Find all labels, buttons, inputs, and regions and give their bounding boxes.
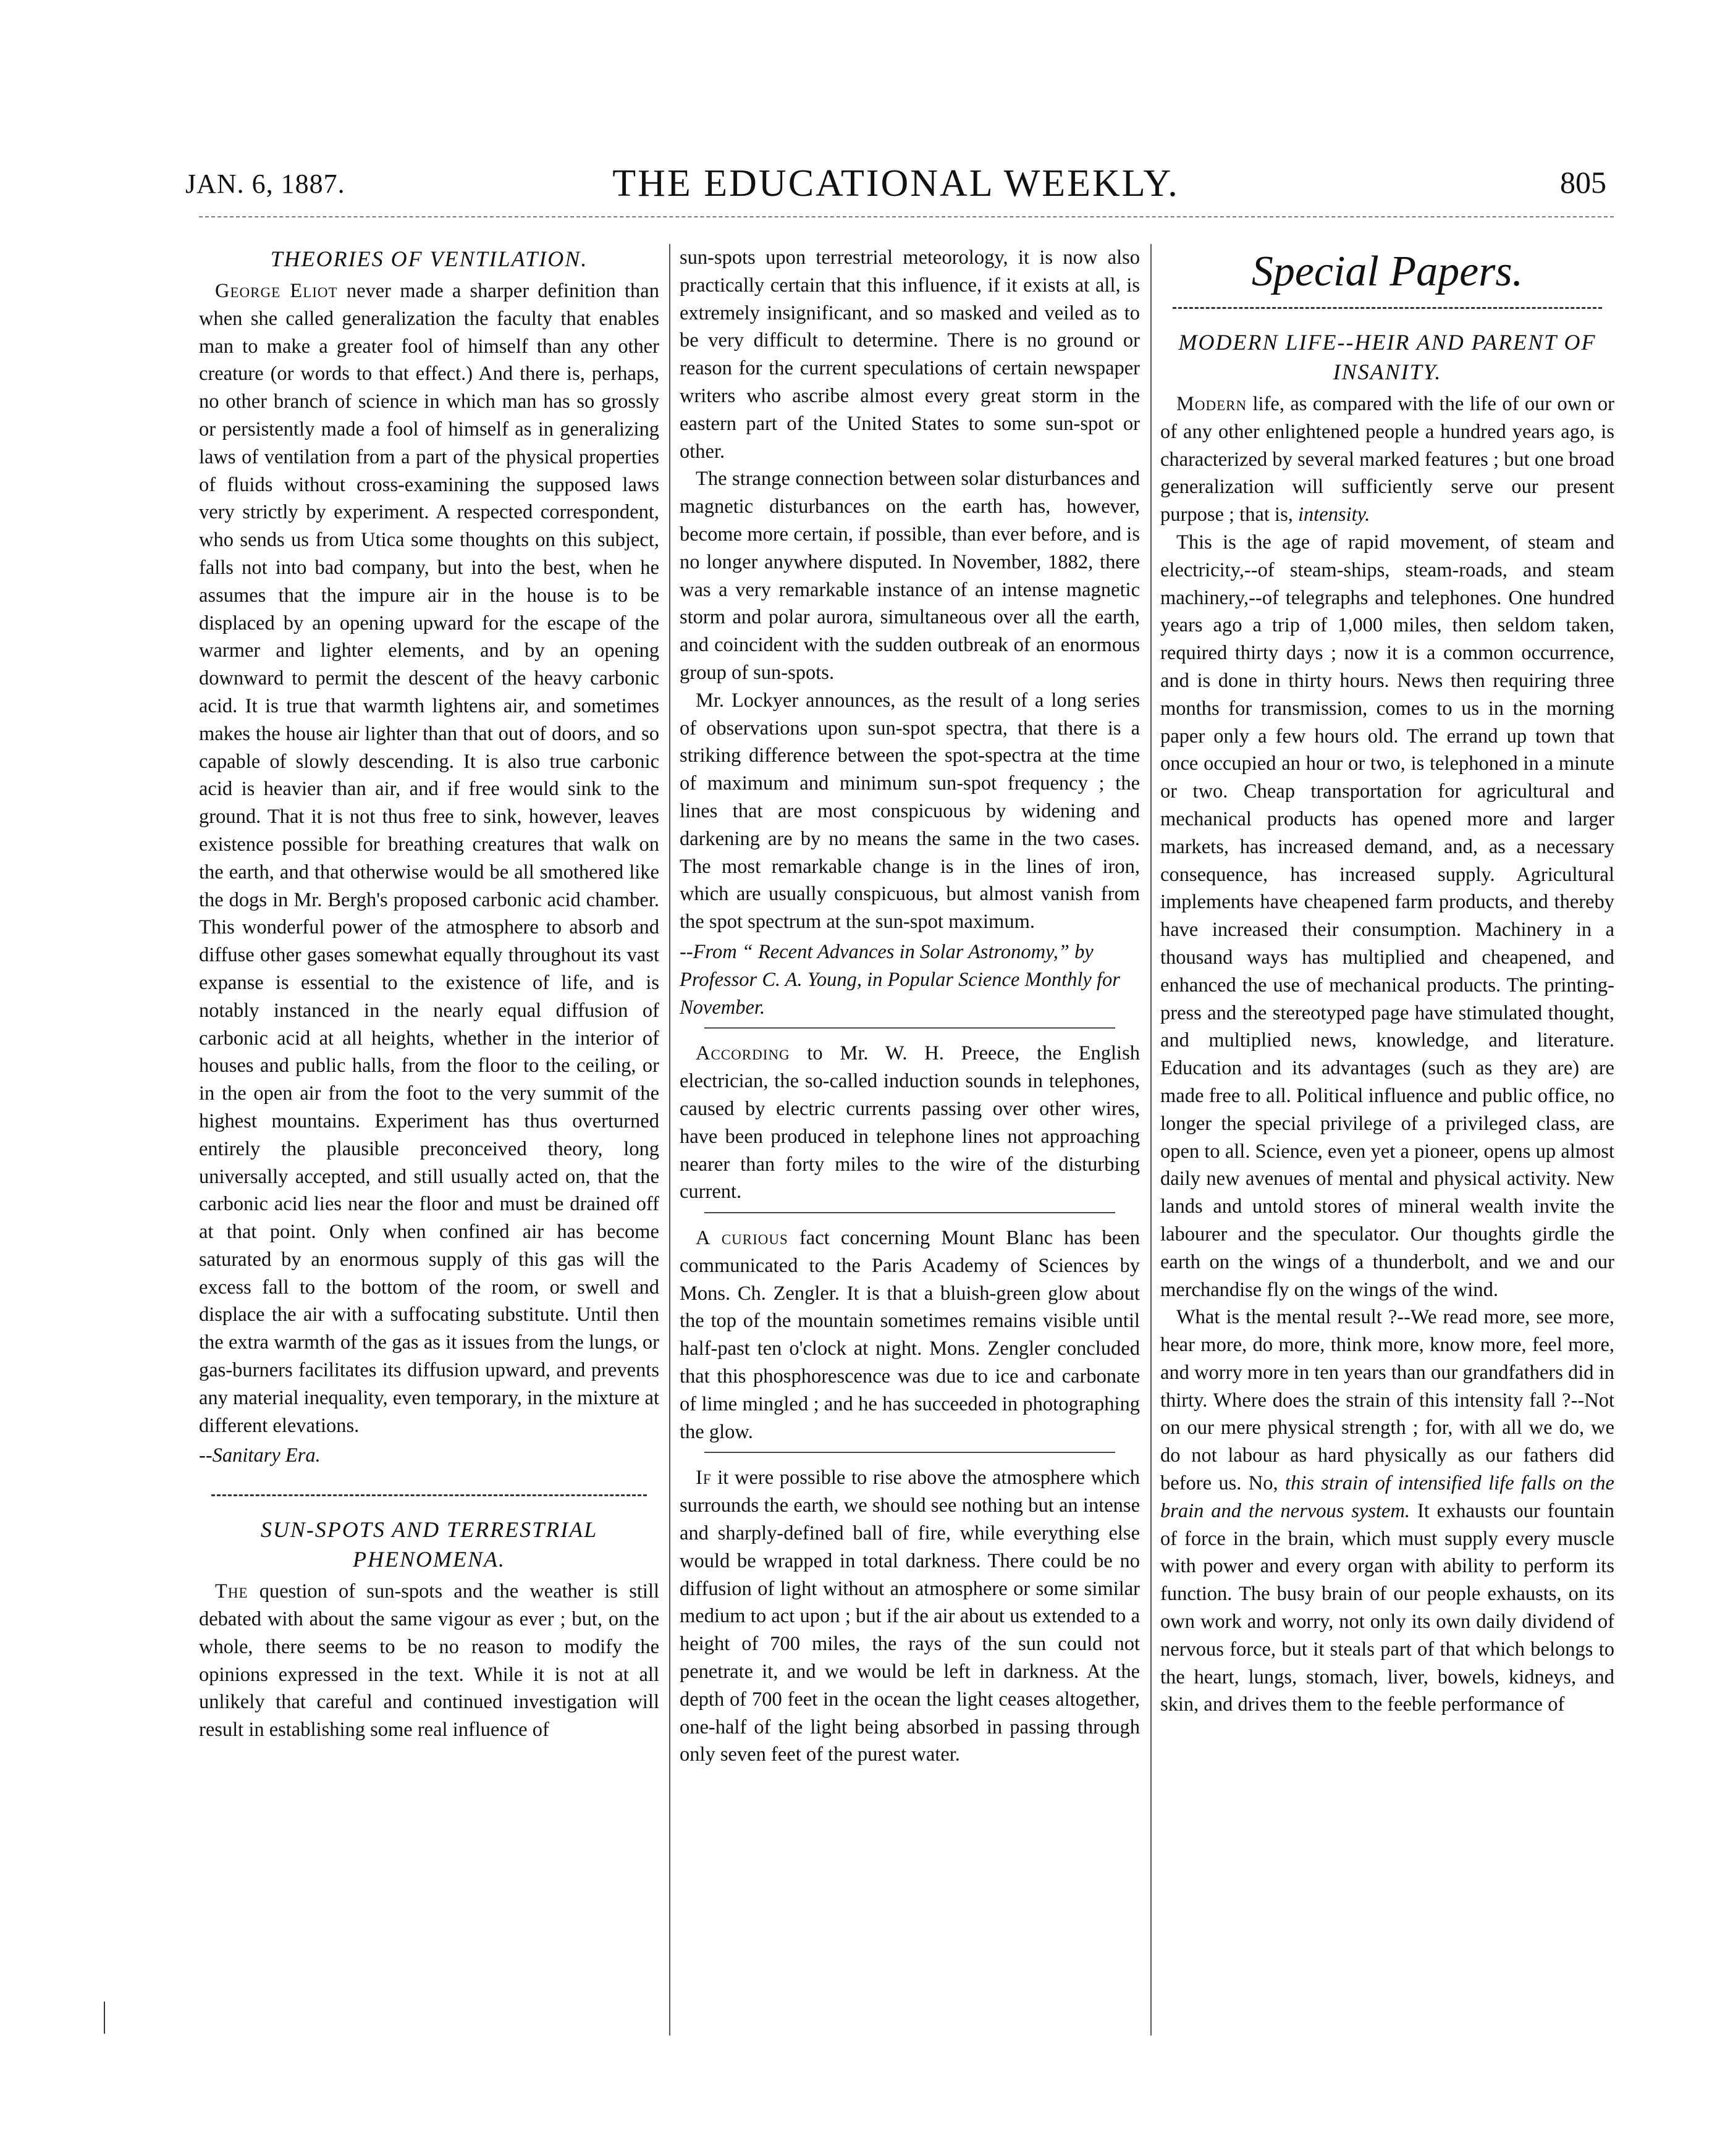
section-title: Special Papers. bbox=[1251, 248, 1524, 295]
publication-title: THE EDUCATIONAL WEEKLY. bbox=[612, 162, 1179, 204]
column-left bbox=[199, 244, 659, 1744]
article-paragraph: sun-spots upon terrestrial meteorology, it is now also practically certain that this influence, if it exists at all, is extremely insignificant, and so masked and veiled as to be very difficult to determine. There is no ground or reason for the current speculations of certain newspaper writers who ascribe almost every great storm in the eastern part of the United States to some sun-spot or other. bbox=[680, 246, 1140, 463]
lead-in: The bbox=[215, 1580, 248, 1603]
paragraph-text: life, as compared with the life of our own or of any other enlightened people a hundred years ago, is characterized by several marked features ; but one broad generalization will sufficiently serve our present purpose ; that is, bbox=[1160, 393, 1614, 526]
emphasis-text: intensity. bbox=[1297, 503, 1370, 526]
paragraph-text: It exhausts our fountain of force in the brain, which must supply every muscle with power and every organ with ability to perform its function. The busy brain of our people exhausts, on its own work and worry, not only its own daily dividend of nervous force, but it steals part of that which belongs to the heart, lungs, stomach, liver, bowels, kidneys, and skin, and drives them to the feeble performance of bbox=[1160, 1499, 1614, 1716]
article-paragraph bbox=[199, 1578, 659, 1744]
paragraph-text: question of sun-spots and the weather is still debated with about the same vigour as ever ; but, on the whole, there seems to be no reason to modify the opinions expressed in the text. While it is not at all unlikely that careful and continued investigation will result in establishing some real influence of bbox=[199, 1580, 659, 1741]
lead-in: George Eliot bbox=[215, 280, 338, 302]
header-rule bbox=[199, 216, 1614, 217]
article-paragraph bbox=[199, 277, 659, 1439]
paragraph-text: it were possible to rise above the atmosphere which surrounds the earth, we should see nothing but an intense and sharply-defined ball of fire, while everything else would be wrapped in total darkness. There could be no diffusion of light without an atmosphere or some similar medium to act upon ; but if the air about us extended to a height of 700 miles, the rays of the sun could not penetrate it, and we would be left in darkness. At the depth of 700 feet in the ocean the light ceases altogether, one-half of the light being absorbed in passing through only seven feet of the purest water. bbox=[680, 1467, 1140, 1766]
article-paragraph bbox=[680, 1040, 1140, 1206]
page-number: 805 bbox=[1560, 165, 1606, 200]
article-paragraph bbox=[1160, 1303, 1614, 1719]
lead-in: Modern bbox=[1176, 393, 1247, 415]
issue-date: JAN. 6, 1887. bbox=[185, 169, 345, 199]
column-divider bbox=[669, 244, 670, 2036]
lead-in: According bbox=[696, 1042, 790, 1065]
article-paragraph: Mr. Lockyer announces, as the result of a long series of observations upon sun-spot spectra, that there is a striking difference between the spot-spectra at the time of maximum and minimum sun-spot frequency ; the lines that are most conspicuous by widening and darkening are by no means the same in the two cases. The most remarkable change is in the lines of iron, which are usually conspicuous, but almost vanish from the spot spectrum at the sun-spot maximum. bbox=[680, 689, 1140, 933]
paragraph-text: What is the mental result ?--We read more, see more, hear more, do more, think more, know more, feel more, and worry more in ten years than our grandfathers did in thirty. Where does the strain of this intensity fall ?--Not on our mere physical strength ; for, with all we do, we do not labour as hard physically as our fathers did before us. No, bbox=[1160, 1306, 1614, 1495]
column-divider bbox=[1150, 244, 1152, 2036]
article-paragraph bbox=[1160, 390, 1614, 529]
article-paragraph bbox=[680, 1464, 1140, 1769]
section-divider bbox=[1173, 307, 1602, 309]
article-source: --From “ Recent Advances in Solar Astronomy,” by Professor C. A. Young, in Popular Science Monthly for November. bbox=[680, 940, 1120, 1019]
section-divider bbox=[704, 1212, 1115, 1213]
article-paragraph: This is the age of rapid movement, of steam and electricity,--of steam-ships, steam-roads, and steam machinery,--of telegraphs and telephones. One hundred years ago a trip of 1,000 miles, then seldom taken, required thirty days ; now it is a common occurrence, and is done in thirty hours. News then requiring three months for transmission, comes to us in the morning paper only a few hours old. The errand up town that once occupied an hour or two, is telephoned in a minute or two. Cheap transportation for agricultural and mechanical products has opened more and larger markets, has increased demand, and, as a necessary consequence, has increased supply. Agricultural implements have cheapened farm products, and thereby have increased their consumption. Machinery in a thousand ways has multiplied and cheapened, and enhanced the use of mechanical products. The printing-press and the stereotyped page have stimulated thought, and multiplied news, knowledge, and literature. Education and its advantages (such as they are) are made free to all. Political influence and public office, no longer the special privilege of a privileged class, are open to all. Science, even yet a pioneer, opens up almost daily new avenues of mental and physical activity. New lands and untold stores of mineral wealth invite the labourer and the speculator. Our thoughts girdle the earth on the wings of a thunderbolt, and we and our merchandise fly on the wings of the wind. bbox=[1160, 531, 1614, 1301]
article-heading: SUN-SPOTS AND TERRESTRIAL PHENOMENA. bbox=[260, 1517, 598, 1572]
paragraph-text: never made a sharper definition than when she called generalization the faculty that enables man to make a greater fool of himself than any other creature (or words to that effect.) And there is, perhaps, no other branch of science in which man has so grossly or persistently made a fool of himself as in generalizing laws of ventilation from a part of the physical properties of fluids without cross-examining the supposed laws very strictly by experiment. A respected correspondent, who sends us from Utica some thoughts on this subject, falls not into bad company, but into the best, when he assumes that the impure air in the house is to be displaced by an opening upward for the escape of the warmer and lighter elements, and by an opening downward to permit the descent of the heavy carbonic acid. It is true that warmth lightens air, and sometimes makes the house air lighter than that out of doors, and so capable of slowly descending. It is also true carbonic acid is heavier than air, and if free would sink to the ground. That it is not thus free to sink, however, leaves existence possible for breathing creatures that walk on the earth, and that otherwise would be all smothered like the dogs in Mr. Bergh's proposed carbonic acid chamber. This wonderful power of the atmosphere to absorb and diffuse other gases somewhat equally throughout its vast expanse is essential to the existence of life, and is notably instanced in the nearly equal diffusion of carbonic acid at all heights, whether in the interior of houses and public halls, from the floor to the ceiling, or in the open air from the foot to the very summit of the highest mountains. Experiment has thus overturned entirely the plausible preconceived theory, long universally accepted, and still usually acted on, that the carbonic acid lies near the floor and must be drained off at that point. Only when confined air has become saturated by an enormous supply of this gas will the excess fall to the bottom of the room, or swell and displace the air with a suffocating substitute. Until then the extra warmth of the gas as it issues from the lungs, or gas-burners facilitates its diffusion upward, and prevents any material inequality, even temporary, in the mixture at different elevations. bbox=[199, 280, 659, 1437]
article-heading: THEORIES OF VENTILATION. bbox=[270, 246, 588, 271]
margin-mark bbox=[104, 2002, 105, 2034]
article-source: --Sanitary Era. bbox=[199, 1444, 321, 1467]
article-paragraph bbox=[680, 1224, 1140, 1446]
column-middle bbox=[680, 244, 1140, 1769]
section-divider bbox=[211, 1494, 647, 1496]
lead-in: A curious bbox=[696, 1227, 788, 1250]
article-paragraph: The strange connection between solar disturbances and magnetic disturbances on the earth has, however, become more certain, if possible, than ever before, and is no longer anywhere disputed. In November, 1882, there was a very remarkable instance of an intense magnetic storm and polar aurora, simultaneous over all the earth, and coincident with the sudden outbreak of an enormous group of sun-spots. bbox=[680, 468, 1140, 684]
page-header bbox=[185, 162, 1606, 211]
column-right bbox=[1160, 244, 1614, 1719]
lead-in: If bbox=[696, 1467, 712, 1489]
article-heading: MODERN LIFE--HEIR AND PARENT OF INSANITY. bbox=[1178, 330, 1596, 384]
paragraph-text: to Mr. W. H. Preece, the English electrician, the so-called induction sounds in telephones, caused by electric currents passing over other wires, have been produced in telephone lines not approaching nearer than forty miles to the wire of the disturbing current. bbox=[680, 1042, 1140, 1203]
section-divider bbox=[704, 1027, 1115, 1029]
section-divider bbox=[704, 1452, 1115, 1453]
paragraph-text: fact concerning Mount Blanc has been communicated to the Paris Academy of Sciences by Mons. Ch. Zengler. It is that a bluish-green glow about the top of the mountain sometimes remains visible until half-past ten o'clock at night. Mons. Zengler concluded that this phosphorescence was due to ice and carbonate of lime mingled ; and he has succeeded in photographing the glow. bbox=[680, 1227, 1141, 1443]
emphasis-text: this strain of intensified life falls on the brain and the nervous system. bbox=[1160, 1472, 1614, 1522]
